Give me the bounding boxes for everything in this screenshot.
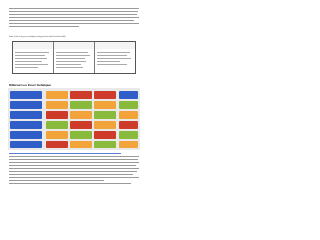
figure-block: [10, 111, 42, 119]
table-cell: [54, 49, 95, 73]
figure-block: [10, 131, 42, 139]
figure-block: [46, 111, 68, 119]
figure-block: [94, 121, 116, 129]
figure-block: [10, 91, 42, 99]
table-cell: [95, 49, 135, 73]
low-power-techniques-figure: [8, 88, 140, 150]
figure-block: [70, 111, 92, 119]
figure-block: [94, 111, 116, 119]
figure-block: [119, 141, 138, 148]
figure-block: [119, 91, 138, 99]
document-page: [0, 0, 149, 198]
figure-block: [119, 131, 138, 139]
table-header-cell: [95, 42, 135, 49]
figure-block: [119, 101, 138, 109]
figure-block: [70, 121, 92, 129]
table-header-cell: [13, 42, 54, 49]
figure-block: [46, 91, 68, 99]
figure-block: [70, 131, 92, 139]
figure-block: [10, 141, 42, 148]
figure-block: [119, 111, 138, 119]
figure-block: [70, 101, 92, 109]
figure-title: Different Low Power Techniques: [9, 83, 51, 87]
figure-block: [46, 141, 68, 148]
figure-block: [94, 131, 116, 139]
table-caption: Some of the low power techniques being used are listed as below table:: [9, 36, 67, 38]
figure-block: [94, 141, 116, 148]
figure-block: [10, 121, 42, 129]
intro-paragraph: [9, 8, 139, 29]
table-header-row: [13, 42, 135, 49]
table-row: [13, 49, 135, 73]
figure-block: [46, 101, 68, 109]
figure-block: [46, 131, 68, 139]
figure-block: [94, 91, 116, 99]
figure-block: [46, 121, 68, 129]
figure-block: [10, 101, 42, 109]
bottom-paragraph: [9, 153, 139, 186]
techniques-table: [12, 41, 136, 74]
figure-block: [119, 121, 138, 129]
figure-block: [70, 91, 92, 99]
table-header-cell: [54, 42, 95, 49]
table-cell: [13, 49, 54, 73]
figure-block: [70, 141, 92, 148]
figure-block: [94, 101, 116, 109]
